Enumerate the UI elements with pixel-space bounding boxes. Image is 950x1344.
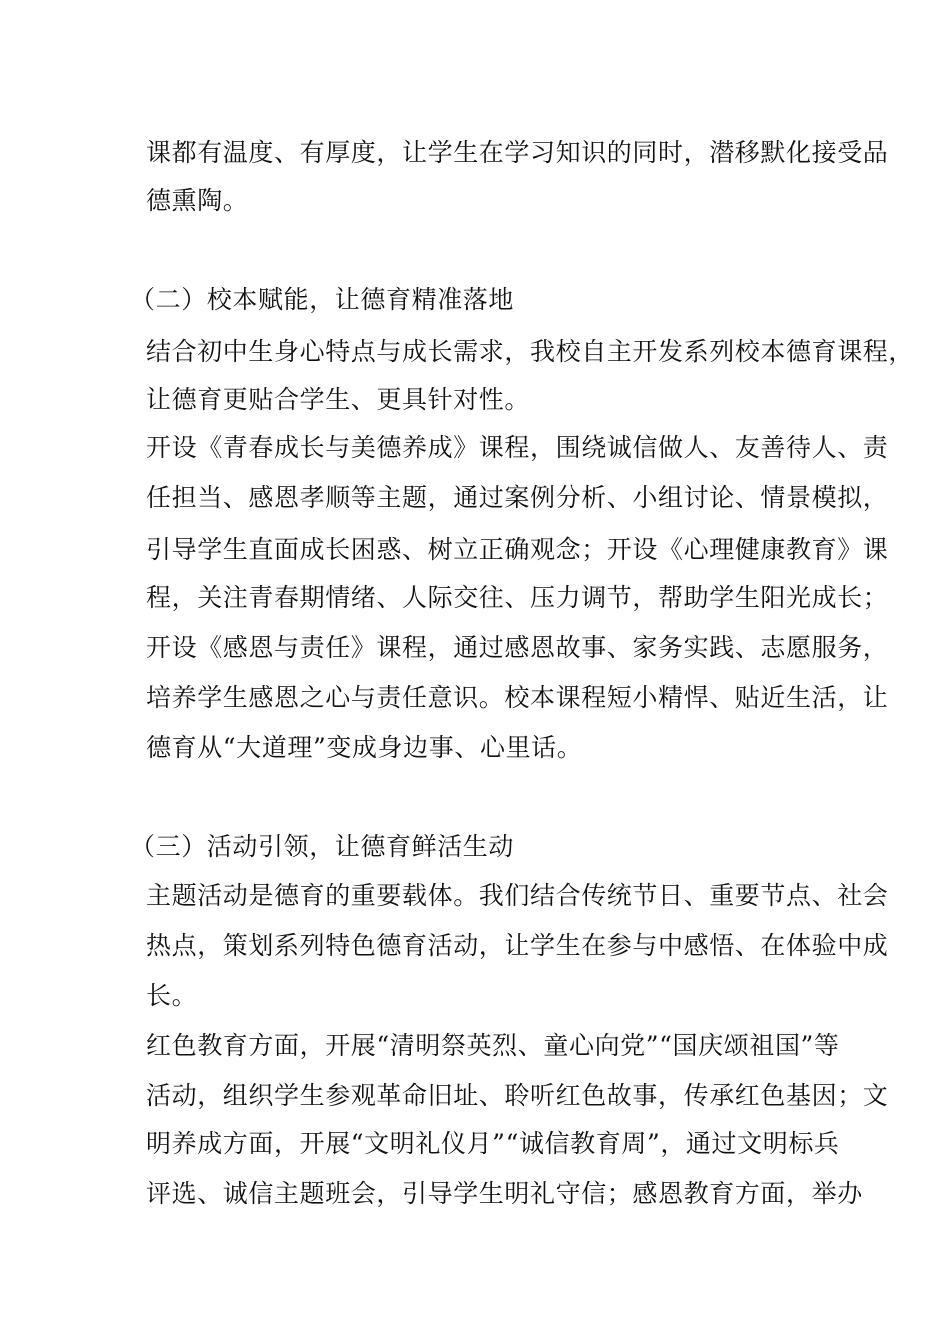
paragraph-line: 程，关注青春期情绪、人际交往、压力调节，帮助学生阳光成长； [146,583,889,612]
paragraph-line: 长。 [146,981,198,1010]
paragraph-line: 培养学生感恩之心与责任意识。校本课程短小精悍、贴近生活，让 [146,683,889,712]
paragraph-line: 评选、诚信主题班会，引导学生明礼守信；感恩教育方面，举办 [146,1179,863,1208]
paragraph-line: 任担当、感恩孝顺等主题，通过案例分析、小组讨论、情景模拟， [146,483,889,512]
section-heading: （三）活动引领，让德育鲜活生动 [130,832,515,861]
paragraph-line: 活动，组织学生参观革命旧址、聆听红色故事，传承红色基因；文 [146,1081,889,1110]
paragraph-line: 课都有温度、有厚度，让学生在学习知识的同时，潜移默化接受品 [146,138,889,167]
paragraph-line: 让德育更贴合学生、更具针对性。 [146,385,531,414]
paragraph-line: 引导学生直面成长困惑、树立正确观念；开设《心理健康教育》课 [146,535,889,564]
paragraph-line: 德育从“大道理”变成身边事、心里话。 [146,733,583,762]
paragraph-line: 开设《青春成长与美德养成》课程，围绕诚信做人、友善待人、责 [146,433,889,462]
paragraph-line: 德熏陶。 [146,186,249,215]
paragraph-line: 结合初中生身心特点与成长需求，我校自主开发系列校本德育课程， [146,337,915,366]
paragraph-line: 开设《感恩与责任》课程，通过感恩故事、家务实践、志愿服务， [146,633,889,662]
paragraph-line: 红色教育方面，开展“清明祭英烈、童心向党”“国庆颂祖国”等 [146,1031,840,1060]
section-heading: （二）校本赋能，让德育精准落地 [130,285,515,314]
paragraph-line: 热点，策划系列特色德育活动，让学生在参与中感悟、在体验中成 [146,931,889,960]
paragraph-line: 明养成方面，开展“文明礼仪月”“诚信教育周”，通过文明标兵 [146,1129,840,1158]
paragraph-line: 主题活动是德育的重要载体。我们结合传统节日、重要节点、社会 [146,881,889,910]
